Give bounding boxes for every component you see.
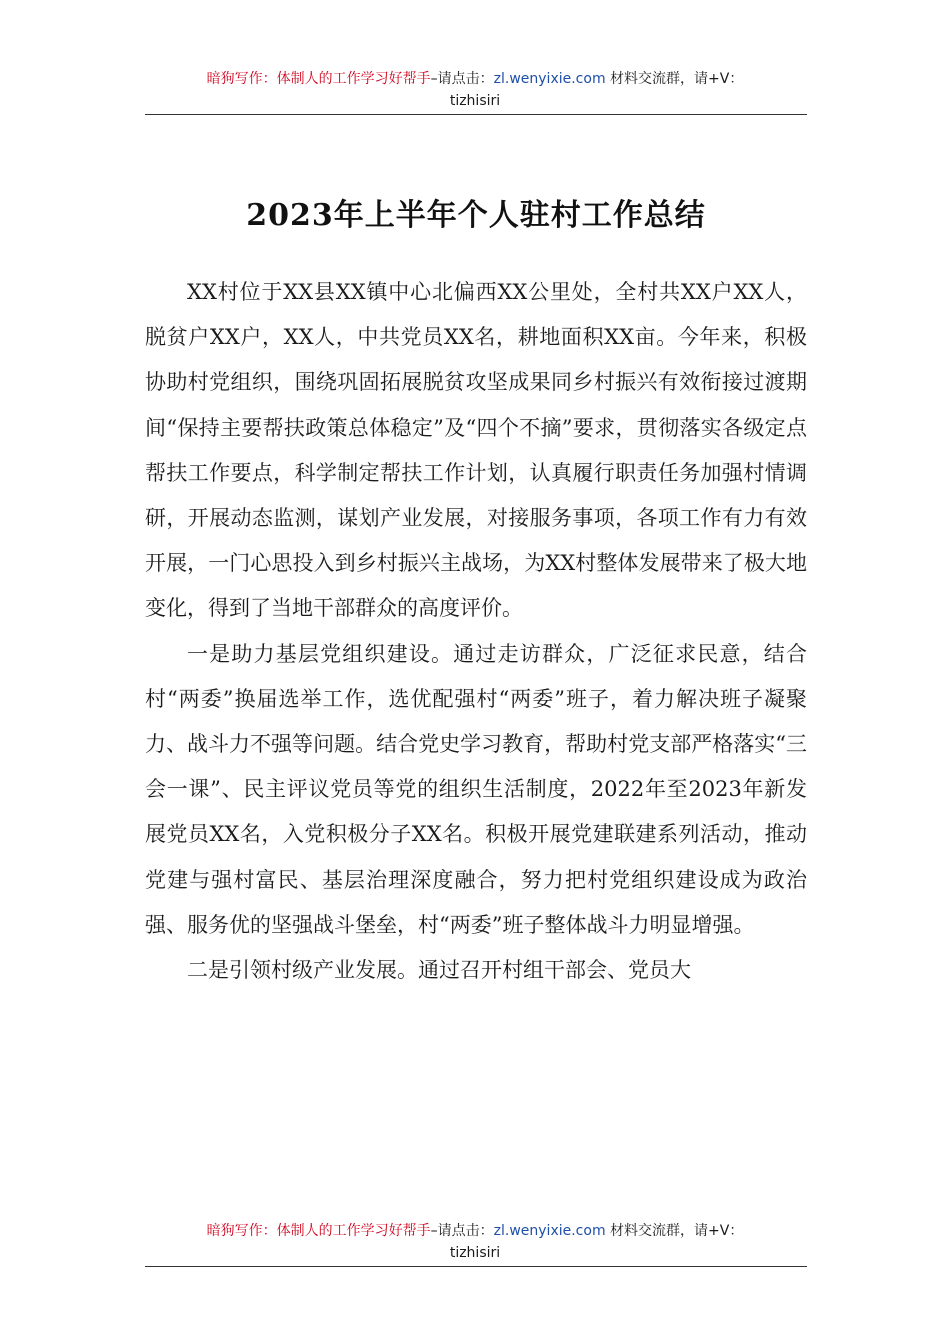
footer-brand: 暗狗写作：体制人的工作学习好帮手 (206, 1223, 431, 1239)
header-divider (145, 114, 807, 115)
paragraph-intro: XX村位于XX县XX镇中心北偏西XX公里处，全村共XX户XX人，脱贫户XX户，XX人，中共党员XX名，耕地面积XX亩。今年来，积极协助村党组织，围绕巩固拓展脱贫攻坚成果同乡村振兴有效衔接过渡期间“保持主要帮扶政策总体稳定”及“四个不摘”要求，贯彻落实各级定点帮扶工作要点，科学制定帮扶工作计划，认真履行职责任务加强村情调研，开展动态监测，谋划产业发展，对接服务事项，各项工作有力有效开展，一门心思投入到乡村振兴主战场，为XX村整体发展带来了极大地变化，得到了当地干部群众的高度评价。 (145, 280, 807, 621)
footer-banner (145, 1220, 805, 1264)
document-body (145, 270, 807, 993)
footer-wechat: tizhisiri (449, 1245, 501, 1261)
header-link[interactable]: zl.wenyixie.com (493, 71, 606, 87)
header-prompt: –请点击： (430, 71, 494, 87)
paragraph-industry: 二是引领村级产业发展。通过召开村组干部会、党员大 (187, 958, 691, 983)
footer-link[interactable]: zl.wenyixie.com (493, 1223, 606, 1239)
document-title: 2023年上半年个人驻村工作总结 (246, 198, 706, 234)
footer-prompt: –请点击： (430, 1223, 494, 1239)
footer-divider (145, 1266, 807, 1267)
header-banner (145, 68, 805, 112)
header-group: 材料交流群，请+V： (605, 71, 744, 87)
footer-group: 材料交流群，请+V： (605, 1223, 744, 1239)
paragraph-party-building: 一是助力基层党组织建设。通过走访群众，广泛征求民意，结合村“两委”换届选举工作，选优配强村“两委”班子，着力解决班子凝聚力、战斗力不强等问题。结合党史学习教育，帮助村党支部严格落实“三会一课”、民主评议党员等党的组织生活制度，2022年至2023年新发展党员XX名，入党积极分子XX名。积极开展党建联建系列活动，推动党建与强村富民、基层治理深度融合，努力把村党组织建设成为政治强、服务优的坚强战斗堡垒，村“两委”班子整体战斗力明显增强。 (145, 641, 807, 937)
header-brand: 暗狗写作：体制人的工作学习好帮手 (206, 71, 431, 87)
header-wechat: tizhisiri (449, 93, 501, 109)
